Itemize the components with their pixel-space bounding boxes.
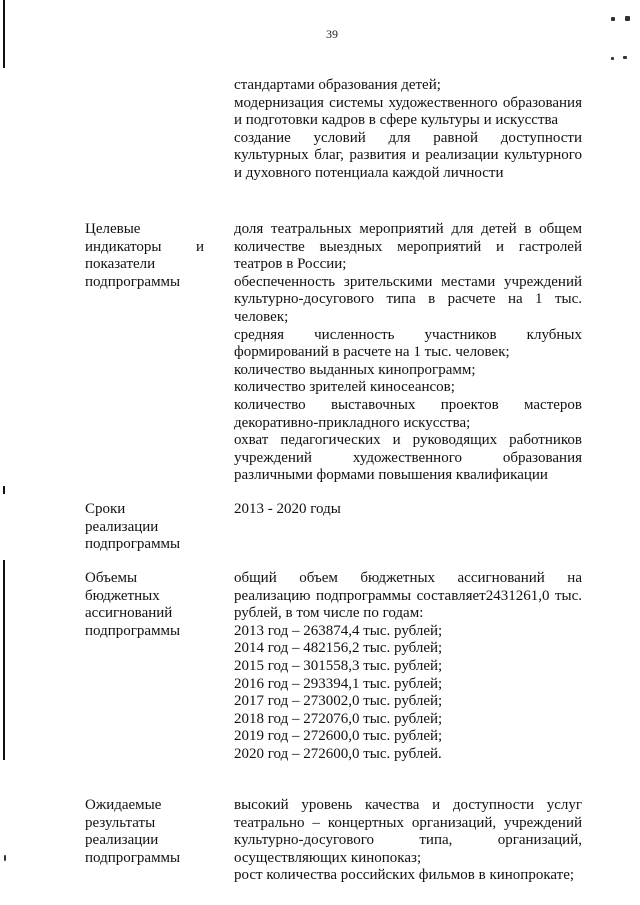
value-paragraph: количество выставочных проектов мастеров декоративно-прикладного искусства; bbox=[234, 396, 582, 431]
label-line: подпрограммы bbox=[85, 536, 181, 553]
intro-paragraph: создание условий для равной доступности культурных благ, развития и реализации культурного и духовного потенциала каждой личности bbox=[234, 129, 582, 181]
value-paragraph: 2017 год – 273002,0 тыс. рублей; bbox=[234, 693, 443, 710]
intro-block bbox=[234, 77, 582, 183]
intro-paragraph: модернизация системы художественного образования и подготовки кадров в сфере культуры и искусства bbox=[234, 94, 582, 129]
value-paragraph: 2020 год – 272600,0 тыс. рублей. bbox=[234, 745, 442, 762]
row-label bbox=[85, 797, 204, 867]
value-paragraph: количество выданных кинопрограмм; bbox=[234, 361, 476, 378]
value-paragraph: количество зрителей киносеансов; bbox=[234, 379, 455, 396]
row-label bbox=[85, 501, 204, 554]
value-paragraph: 2013 год – 263874,4 тыс. рублей; bbox=[234, 622, 443, 639]
label-line: показатели bbox=[85, 256, 156, 273]
value-paragraph: высокий уровень качества и доступности услуг театрально – концертных организаций, учреждений культурно-досугового типа, организаций, осуществляющих кинопоказ; bbox=[234, 797, 582, 866]
scan-speck bbox=[611, 57, 614, 60]
row-value bbox=[234, 797, 582, 885]
scan-speck bbox=[623, 56, 627, 59]
value-paragraph: 2015 год – 301558,3 тыс. рублей; bbox=[234, 657, 443, 674]
label-line: бюджетных bbox=[85, 587, 160, 604]
value-paragraph: 2016 год – 293394,1 тыс. рублей; bbox=[234, 675, 443, 692]
label-line: Целевые bbox=[85, 221, 141, 237]
value-paragraph: охват педагогических и руководящих работников учреждений художественного образования различными формами повышения квалификации bbox=[234, 432, 582, 484]
label-line: ассигнований bbox=[85, 605, 173, 622]
label-line: реализации bbox=[85, 832, 159, 849]
value-paragraph: обеспеченность зрительскими местами учреждений культурно-досугового типа в расчете на 1 тыс. человек; bbox=[234, 273, 582, 325]
scan-edge-line bbox=[3, 0, 5, 68]
scan-speck bbox=[625, 16, 630, 21]
value-paragraph: доля театральных мероприятий для детей в общем количестве выездных мероприятий и гастролей театров в России; bbox=[234, 221, 582, 273]
label-line: результаты bbox=[85, 814, 156, 831]
value-paragraph: средняя численность участников клубных формирований в расчете на 1 тыс. человек; bbox=[234, 326, 582, 361]
row-value bbox=[234, 221, 582, 485]
intro-paragraph: стандартами образования детей; bbox=[234, 77, 441, 93]
label-line: подпрограммы bbox=[85, 622, 181, 639]
label-line: реализации bbox=[85, 518, 159, 535]
value-paragraph: 2018 год – 272076,0 тыс. рублей; bbox=[234, 710, 443, 727]
value-paragraph: общий объем бюджетных ассигнований на реализацию подпрограммы составляет2431261,0 тыс. рублей, в том числе по годам: bbox=[234, 570, 582, 622]
scan-edge-line bbox=[3, 486, 5, 494]
label-line: подпрограммы bbox=[85, 273, 181, 290]
row-label bbox=[85, 570, 204, 640]
row-value bbox=[234, 501, 582, 519]
page-number: 39 bbox=[326, 27, 338, 41]
scan-speck bbox=[4, 855, 6, 861]
scan-speck bbox=[611, 17, 615, 21]
value-paragraph: 2013 - 2020 годы bbox=[234, 501, 341, 517]
label-line: Сроки bbox=[85, 501, 126, 517]
label-line: индикаторы и bbox=[85, 238, 204, 255]
value-paragraph: 2019 год – 272600,0 тыс. рублей; bbox=[234, 728, 443, 745]
scan-edge-line bbox=[3, 560, 5, 760]
label-line: Объемы bbox=[85, 570, 138, 586]
value-paragraph: рост количества российских фильмов в кинопрокате; bbox=[234, 867, 575, 884]
label-line: подпрограммы bbox=[85, 849, 181, 866]
row-label bbox=[85, 221, 204, 291]
row-value bbox=[234, 570, 582, 764]
label-line: Ожидаемые bbox=[85, 797, 162, 813]
value-paragraph: 2014 год – 482156,2 тыс. рублей; bbox=[234, 640, 443, 657]
